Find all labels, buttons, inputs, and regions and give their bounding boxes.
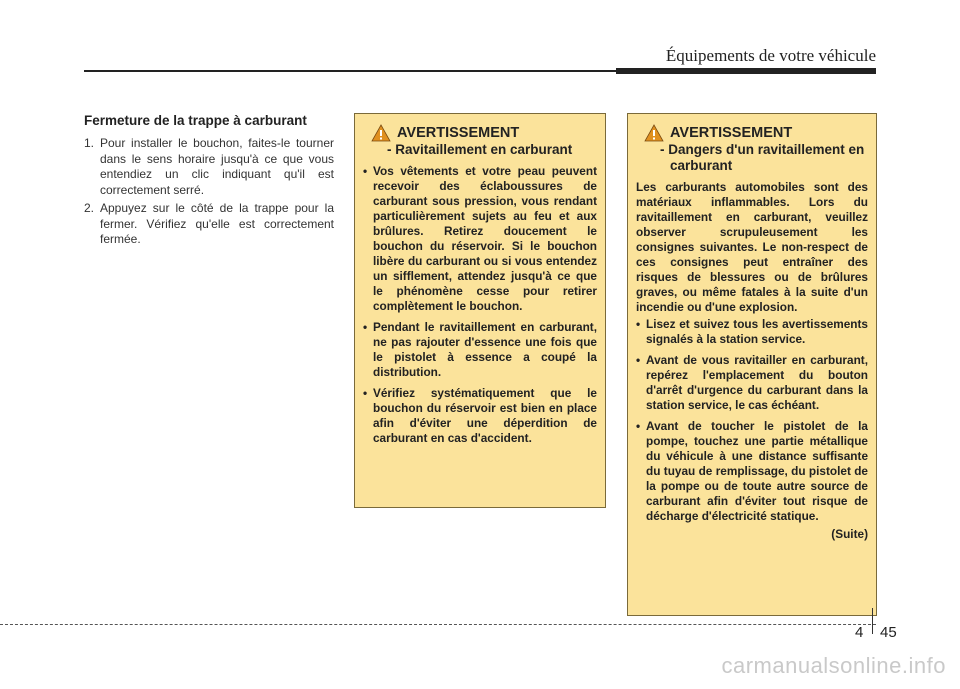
warning-bullets: [363, 164, 597, 446]
warning-box-refueling-dangers: [627, 113, 877, 616]
bullet-text: Vérifiez systématiquement que le bouchon du réservoir est bien en place afin d'éviter une déperdition de carburant en cas d'accident.: [373, 386, 597, 445]
step-text: Appuyez sur le côté de la trappe pour la fermer. Vérifiez qu'elle est correctement fermée.: [100, 201, 334, 246]
bullet-text: Lisez et suivez tous les avertissements signalés à la station service.: [646, 317, 868, 346]
list-item: [84, 136, 334, 198]
list-item: [363, 320, 597, 380]
warning-header: [636, 124, 868, 142]
warning-bullets: [636, 317, 868, 524]
bullet-icon: •: [636, 317, 641, 331]
step-number: 2.: [84, 201, 95, 215]
page-number: 45: [880, 624, 897, 641]
bullet-text: Avant de vous ravitailler en carburant, repérez l'emplacement du bouton d'arrêt d'urgence du carburant dans la station service, le cas échéant.: [646, 353, 868, 412]
footer-rule: [0, 624, 876, 625]
warning-label: AVERTISSEMENT: [397, 125, 520, 141]
continued-label: (Suite): [831, 527, 868, 541]
warning-box-refueling: [354, 113, 606, 508]
left-column: [84, 113, 334, 251]
header-rule-accent: [616, 68, 876, 74]
warning-label: AVERTISSEMENT: [670, 125, 793, 141]
footer-divider: [872, 608, 873, 634]
step-text: Pour installer le bouchon, faites-le tourner dans le sens horaire jusqu'à ce que vous entendiez un clic indiquant qu'il est correctement serré.: [100, 136, 334, 197]
step-number: 1.: [84, 136, 95, 150]
bullet-text: Vos vêtements et votre peau peuvent recevoir des éclaboussures de carburant sous pression, vous rendant particulièrement sujets au feu et aux brûlures. Retirez doucement le bouchon du réservoir. Si le bouchon libère du carburant ou si vous entendez un sifflement, attendez jusqu'à ce que le phénomène cesse pour retirer complètement le bouchon.: [373, 164, 597, 313]
list-item: [636, 419, 868, 524]
steps-list: [84, 136, 334, 248]
bullet-icon: •: [636, 419, 641, 433]
bullet-text: Pendant le ravitaillement en carburant, ne pas rajouter d'essence une fois que le pistolet à essence a coupé la distribution.: [373, 320, 597, 379]
warning-intro: Les carburants automobiles sont des matériaux inflammables. Lors du ravitaillement en carburant, veuillez observer scrupuleusement les consignes suivantes. Le non-respect de ces consignes peut entraîner des risques de blessures ou de brûlures graves, ou même fatales à la suite d'un incendie ou d'une explosion.: [636, 180, 868, 314]
bullet-icon: •: [636, 353, 641, 367]
list-item: [363, 386, 597, 446]
warning-triangle-icon: [371, 124, 391, 142]
section-title: Fermeture de la trappe à carburant: [84, 113, 307, 128]
bullet-icon: •: [363, 320, 368, 334]
warning-triangle-icon: [644, 124, 664, 142]
bullet-text: Avant de toucher le pistolet de la pompe, touchez une partie métallique du véhicule à une distance suffisante du tuyau de remplissage, du pistolet de la pompe ou de toute autre source de carburant afin d'éviter tout risque de décharge d'électricité statique.: [646, 419, 868, 523]
list-item: [636, 353, 868, 413]
watermark: carmanualsonline.info: [721, 653, 946, 678]
section-number: 4: [855, 624, 864, 641]
list-item: [84, 201, 334, 248]
bullet-icon: •: [363, 164, 368, 178]
warning-subtitle: - Ravitaillement en carburant: [387, 142, 573, 157]
list-item: [636, 317, 868, 347]
list-item: [363, 164, 597, 314]
warning-subtitle: - Dangers d'un ravitaillement en carburant: [660, 142, 865, 173]
bullet-icon: •: [363, 386, 368, 400]
warning-header: [363, 124, 597, 142]
page-header-title: Équipements de votre véhicule: [665, 46, 876, 65]
